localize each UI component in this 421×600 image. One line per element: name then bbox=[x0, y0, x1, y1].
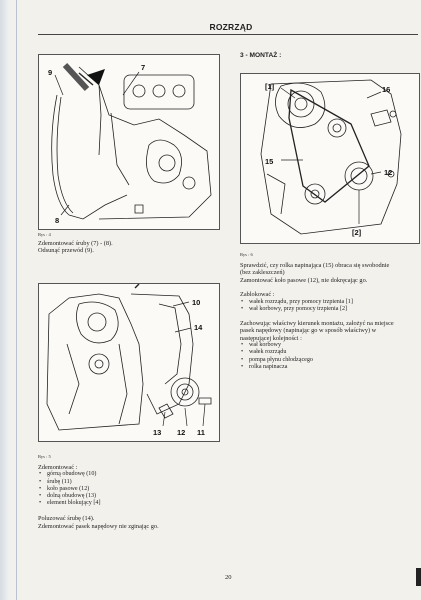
callout-15: 15 bbox=[265, 157, 274, 166]
header-rule bbox=[38, 34, 418, 35]
figure-6 bbox=[240, 73, 420, 244]
list-item: • wałek rozrządu, przy pomocy trzpienia [1] bbox=[240, 299, 420, 306]
text-line: Zdemontować pasek napędowy nie zginając go. bbox=[38, 522, 159, 530]
list-item: • koło pasowe (12) bbox=[38, 486, 228, 493]
text-line: Zamontować koło pasowe (12), nie dokręcając go. bbox=[240, 276, 368, 284]
text-line: Poluzować śrubę (14). bbox=[38, 515, 95, 523]
figure-6-text bbox=[240, 262, 420, 371]
list-item: • wał korbowy, przy pomocy trzpienia [2] bbox=[240, 306, 420, 313]
zablokowac-list bbox=[240, 299, 420, 313]
text-line: Odsunąć przewód (9). bbox=[38, 247, 94, 255]
list-item: • śrubę (11) bbox=[38, 479, 228, 486]
list-item: • rolka napinacza bbox=[240, 364, 420, 371]
figure-5 bbox=[38, 283, 220, 442]
callout-13: 13 bbox=[153, 428, 162, 437]
list-item: • górną obudowę (10) bbox=[38, 471, 228, 478]
callout-2: [2] bbox=[352, 228, 362, 237]
callout-9: 9 bbox=[48, 68, 53, 77]
list-item: • element blokujący [4] bbox=[38, 500, 228, 507]
text-line: Zdemontować śruby (7) - (8). bbox=[38, 240, 113, 247]
demontaz-list bbox=[38, 471, 228, 507]
callout-10: 10 bbox=[192, 298, 201, 307]
figure-4-text bbox=[38, 240, 228, 255]
callout-12: 12 bbox=[384, 168, 393, 177]
callout-16: 16 bbox=[382, 85, 391, 94]
figure-4-drawing bbox=[39, 55, 219, 229]
figure-5-caption: Rys : 5 bbox=[38, 454, 51, 459]
text-line: pasek napędowy (napinając go w sposób właściwy) w bbox=[240, 327, 377, 335]
callout-12: 12 bbox=[177, 428, 186, 437]
margin-line bbox=[16, 0, 17, 600]
figure-4 bbox=[38, 54, 220, 230]
header-title: ROZRZĄD bbox=[209, 22, 253, 32]
callout-11: 11 bbox=[197, 428, 205, 437]
text-line: Zablokować : bbox=[240, 291, 275, 299]
text-line: następującej kolejności : bbox=[240, 334, 302, 342]
callout-8: 8 bbox=[55, 216, 60, 225]
figure-5-drawing bbox=[39, 284, 219, 441]
order-list bbox=[240, 342, 420, 371]
callout-7: 7 bbox=[141, 63, 146, 72]
list-item: • pompa płynu chłodzącego bbox=[240, 357, 420, 364]
text-line: (bez zakleszczeń) bbox=[240, 269, 285, 277]
text-line: Sprawdzić, czy rolka napinająca (15) obraca się swobodnie bbox=[240, 262, 390, 269]
list-item: • wał korbowy bbox=[240, 342, 420, 349]
callout-1: [1] bbox=[265, 82, 275, 91]
edge-mark bbox=[416, 568, 421, 586]
section-title: 3 - MONTAŻ : bbox=[240, 52, 282, 59]
figure-6-drawing bbox=[241, 74, 419, 243]
page-edge bbox=[0, 0, 14, 600]
text-line: Zdemontować : bbox=[38, 464, 78, 471]
figure-4-caption: Rys : 4 bbox=[38, 232, 51, 237]
list-item: • dolną obudowę (13) bbox=[38, 493, 228, 500]
text-line: Zachowując właściwy kierunek montażu, założyć na miejsce bbox=[240, 320, 394, 328]
page-number: 20 bbox=[225, 574, 232, 581]
callout-14: 14 bbox=[194, 323, 203, 332]
figure-6-caption: Rys : 6 bbox=[240, 252, 253, 257]
list-item: • wałek rozrządu bbox=[240, 349, 420, 356]
figure-5-text bbox=[38, 464, 228, 530]
